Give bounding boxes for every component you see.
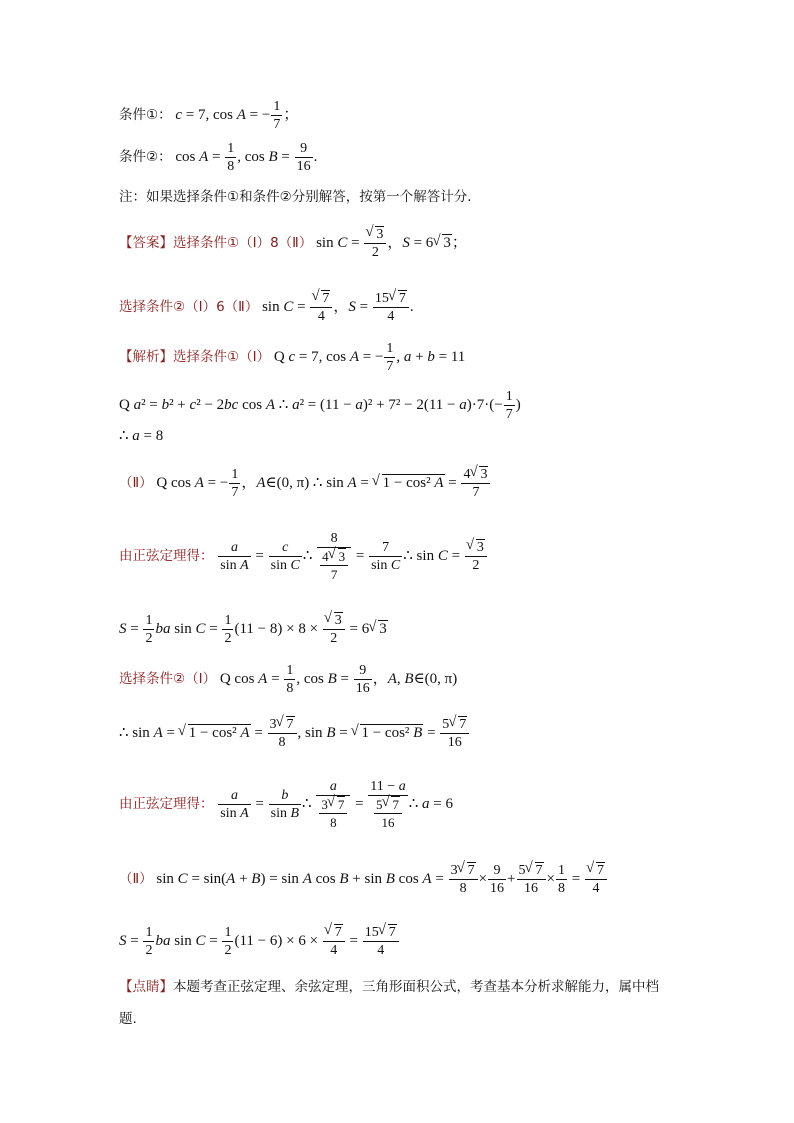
answer-line-2 [119, 290, 414, 325]
analysis-l8-math: ∴ sin A = √ 1 − cos² A = $\frac{3√ 7}{8}$ , sin B = √ 1 − cos² B = $\frac{5√ 7}{16}$ [119, 725, 470, 741]
answer-text-2: 选择条件②（Ⅰ）6（Ⅱ） [119, 298, 259, 315]
analysis-l4-math: Q cos A = − $\frac{1}{7}$ ，A∈(0, π) ∴ sin A = √ 1 − cos² A = $\frac{4√ 3}{7}$ [156, 475, 491, 491]
condition-2-math: cos A = $\frac{1}{8}$ , cos B = $\frac{9}{16}$ . [175, 141, 318, 174]
analysis-line-5 [119, 530, 488, 583]
answer-tag: 【答案】 [119, 234, 173, 251]
analysis-l5-math: $\frac{a}{\text{sin A}}$ = $\frac{c}{\text{sin C}}$ ∴ $\frac{8}{\frac{4√ 3}{7}}$ = $\frac{7}{\text{sin C}}$ ∴ sin C = √ $\frac{3}{2}$ [217, 548, 488, 564]
analysis-line-1 [119, 340, 465, 375]
comment-line-2: 题. [119, 1011, 137, 1027]
analysis-l2-math: Q a² = b² + c² − 2bc cos A ∴ a² = (11 − a)² + 7² − 2(11 − a)·7·(− $\frac{1}{7}$ ) [119, 389, 521, 422]
analysis-l10-text: （Ⅱ） [119, 870, 153, 887]
analysis-line-9 [119, 778, 453, 831]
analysis-line-10 [119, 862, 608, 897]
analysis-l9-text: 由正弦定理得： [119, 795, 214, 812]
analysis-l5-text: 由正弦定理得： [119, 547, 214, 564]
condition-1 [119, 98, 298, 133]
analysis-l1-text: 选择条件①（Ⅰ） [173, 348, 271, 365]
analysis-line-8 [119, 716, 470, 751]
comment-tag: 【点睛】 [119, 979, 173, 995]
answer-line-1 [119, 226, 467, 261]
analysis-l1-math: Q c = 7, cos A = − $\frac{1}{7}$ , a + b = 11 [273, 341, 466, 374]
analysis-l9-math: $\frac{a}{\text{sin A}}$ = $\frac{b}{\text{sin B}}$ ∴ $\frac{a}{\frac{3√ 7}{8}}$ = $\frac{11 - a}{\frac{5√ 7}{16}}$ ∴ a = 6 [217, 796, 453, 812]
answer-math-1: sin C = √ $\frac{3}{2}$ ，S = 6√ 3； [316, 235, 467, 251]
comment-line-1 [119, 978, 659, 996]
condition-1-math: c = 7, cos A = − $\frac{1}{7}$ ； [175, 99, 299, 132]
analysis-l6-math: S = $\frac{1}{2}$ ba sin C = $\frac{1}{2}$ (11 − 8) × 8 × √ $\frac{3}{2}$ = 6√ 3 [119, 621, 388, 637]
analysis-line-7 [119, 662, 457, 697]
note: 注：如果选择条件①和条件②分别解答，按第一个解答计分． [119, 189, 481, 205]
analysis-tag: 【解析】 [119, 348, 173, 365]
analysis-l7-math: Q cos A = $\frac{1}{8}$ , cos B = $\frac{9}{16}$ ，A, B∈(0, π) [219, 663, 458, 696]
analysis-l4-text: （Ⅱ） [119, 474, 153, 491]
condition-2-label: 条件②： [119, 148, 172, 165]
analysis-l11-math: S = $\frac{1}{2}$ ba sin C = $\frac{1}{2}$ (11 − 6) × 6 × √ $\frac{7}{4}$ = $\frac{15√ 7}{4}$ [119, 933, 400, 949]
analysis-line-2 [119, 388, 521, 423]
comment-text-1: 本题考查正弦定理、余弦定理，三角形面积公式，考查基本分析求解能力，属中档 [173, 979, 659, 995]
analysis-l10-math: sin C = sin(A + B) = sin A cos B + sin B cos A = $\frac{3√ 7}{8}$ × $\frac{9}{16}$ + $\frac{5√ 7}{16}$ × $\frac{1}{8}$ = √ $\frac{7}{4}$ [156, 871, 608, 887]
condition-2 [119, 140, 317, 175]
answer-text-1: 选择条件①（Ⅰ）8（Ⅱ） [173, 234, 313, 251]
answer-math-2: sin C = √ $\frac{7}{4}$ ，S = $\frac{15√ 7}{4}$ . [262, 299, 413, 315]
analysis-line-6 [119, 612, 388, 647]
analysis-line-3 [119, 427, 163, 445]
analysis-line-4 [119, 466, 491, 501]
analysis-l3-math: ∴ a = 8 [119, 428, 164, 444]
analysis-l7-text: 选择条件②（Ⅰ） [119, 670, 217, 687]
condition-1-label: 条件①： [119, 106, 172, 123]
analysis-line-11 [119, 924, 400, 959]
